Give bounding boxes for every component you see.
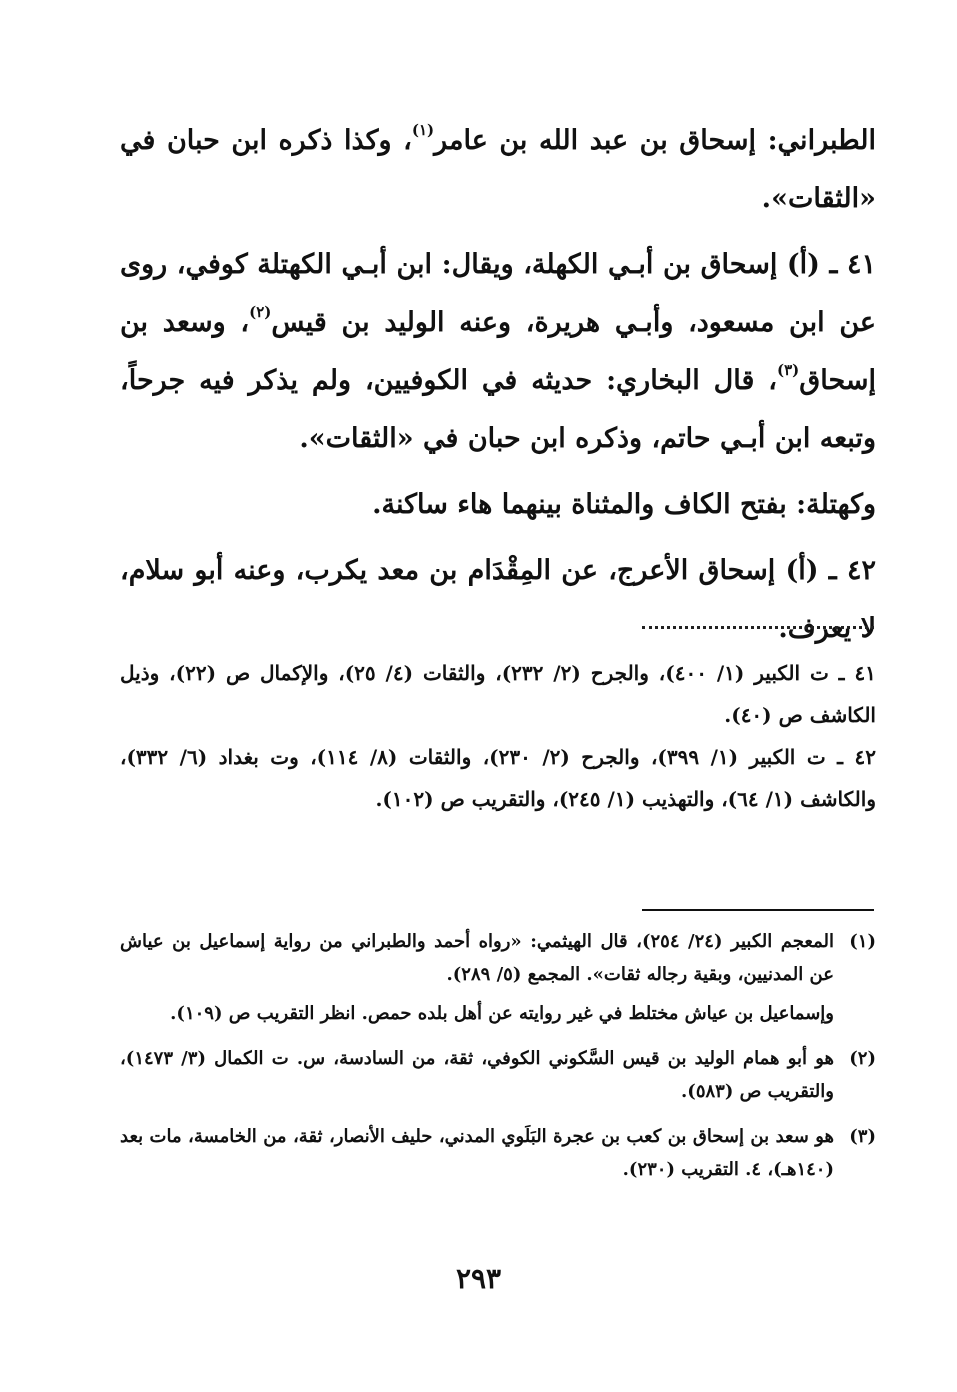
footnote-3	[120, 1120, 876, 1186]
footnote-marker-2[interactable]: (٢)	[249, 303, 272, 321]
source-41: ٤١ ـ ت الكبير (١/ ٤٠٠)، والجرح (٢/ ٢٣٢)، والثقات (٤/ ٢٥)، والإكمال ص (٢٢)، وذيل الكاشف ص (٤٠).	[120, 661, 876, 727]
paragraph-continuation	[120, 112, 876, 228]
page-number: ٢٩٣	[455, 1262, 502, 1295]
dotted-separator	[642, 626, 874, 633]
paragraph-continuation-text-end: ، وكذا ذكره ابن حبان في «الثقات».	[120, 125, 876, 214]
footnote-number: (١)	[849, 931, 876, 952]
footnote-body	[120, 1120, 834, 1186]
entry-42: ٤٢ ـ (أ) إسحاق الأعرج، عن المِقْدَام بن معد يكرب، وعنه أبو سلام، لا يعرف.	[120, 555, 876, 644]
footnotes	[120, 925, 876, 1186]
entry-41-text-cont: ، وسعد بن إسحاق	[120, 307, 876, 396]
entry-41-text-end: ، قال البخاري: حديثه في الكوفيين، ولم يذكر فيه جرحاً، وتبعه ابن أبـي حاتم، وذكره ابن حبان في «الثقات».	[120, 365, 876, 454]
footnote-number: (٢)	[849, 1048, 876, 1069]
source-42: ٤٢ ـ ت الكبير (١/ ٣٩٩)، والجرح (٢/ ٢٣٠)، والثقات (٨/ ١١٤)، وت بغداد (٦/ ٣٣٢)، والكاشف (١/ ٦٤)، والتهذيب (١/ ٢٤٥)، والتقريب ص (١٠٢).	[120, 745, 876, 811]
footnote-marker-3[interactable]: (٣)	[776, 361, 800, 379]
footnote-text: هو أبو همام الوليد بن قيس السَّكوني الكوفي، ثقة، من السادسة، س. ت الكمال (٣/ ١٤٧٣)، والتقريب ص (٥٨٣).	[120, 1048, 834, 1102]
entry-41	[120, 236, 876, 468]
paragraph-continuation-text: الطبراني: إسحاق بن عبد الله بن عامر	[434, 125, 876, 156]
footnote-text: وإسماعيل بن عياش مختلط في غير روايته عن أهل بلده حمص. انظر التقريب ص (١٠٩).	[170, 1003, 834, 1024]
footnote-text: المعجم الكبير (٢٤/ ٢٥٤)، قال الهيثمي: «رواه أحمد والطبراني من رواية إسماعيل بن عياش عن المدنيين، وبقية رجاله ثقات». المجمع (٥/ ٢٨٩).	[120, 931, 834, 985]
sources-block	[120, 652, 876, 820]
footnote-rule	[642, 909, 874, 911]
footnote-1	[120, 925, 876, 1030]
footnote-body	[120, 925, 834, 1030]
footnote-text: هو سعد بن إسحاق بن كعب بن عجرة البَلَوي المدني، حليف الأنصار، ثقة، من الخامسة، مات بعد (١٤٠هـ)، ٤. التقريب (٢٣٠).	[120, 1126, 834, 1180]
kahtala-note: وكهتلة: بفتح الكاف والمثناة بينهما هاء ساكنة.	[372, 489, 876, 520]
footnote-number: (٣)	[849, 1126, 876, 1147]
entry-41-text: ٤١ ـ (أ) إسحاق بن أبـي الكهلة، ويقال: ابن أبـي الكهتلة كوفي، روى عن ابن مسعود، وأبـي هريرة، وعنه الوليد بن قيس	[120, 249, 876, 338]
footnote-body	[120, 1042, 834, 1108]
main-text	[120, 112, 876, 658]
footnote-marker-1[interactable]: (١)	[411, 121, 435, 139]
footnote-2	[120, 1042, 876, 1108]
